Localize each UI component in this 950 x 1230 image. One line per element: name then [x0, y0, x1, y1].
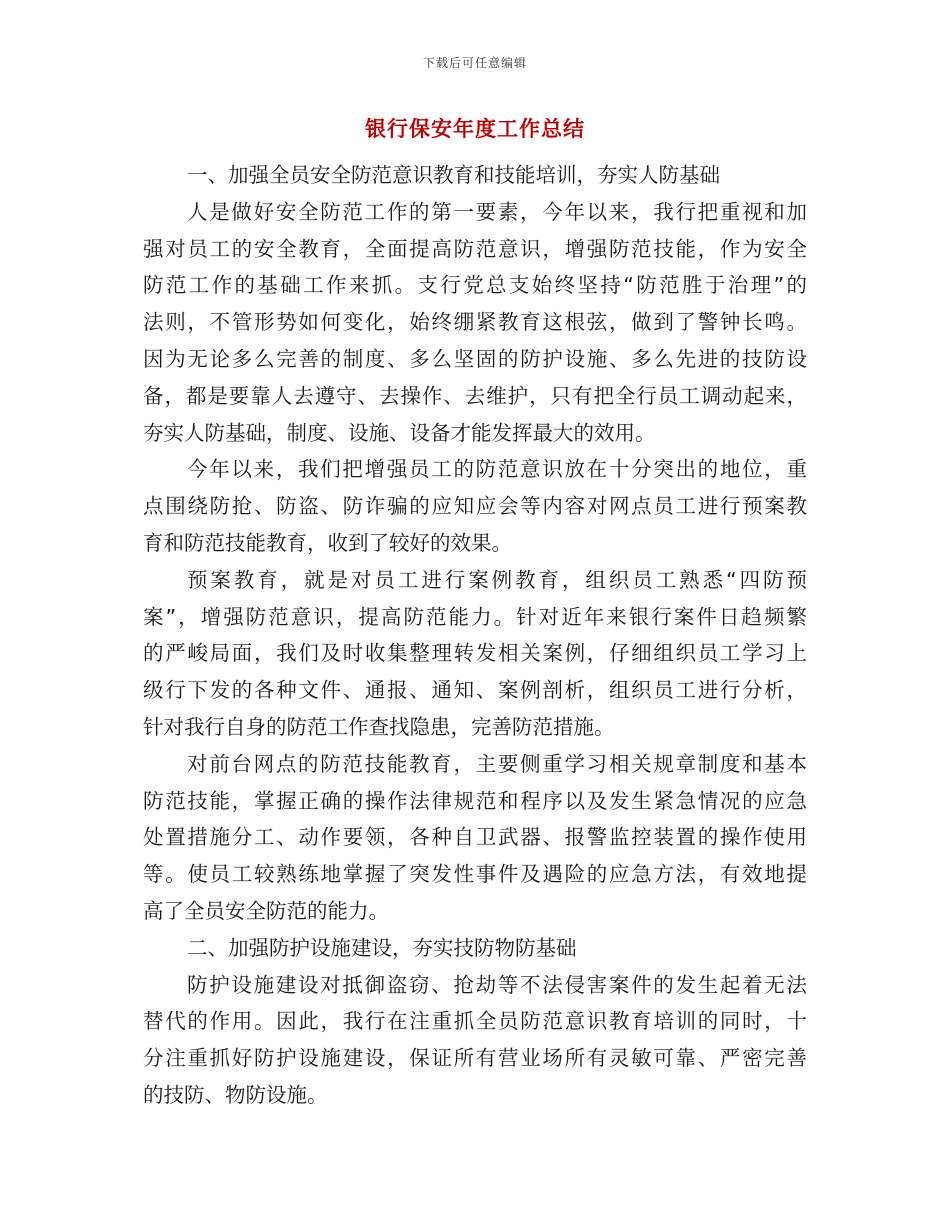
paragraph-line: 防护设施建设对抵御盗窃、抢劫等不法侵害案件的发生起着无法 — [187, 972, 807, 997]
paragraph-line: 级行下发的各种文件、通报、通知、案例剖析，组织员工进行分析， — [143, 678, 807, 703]
paragraph-line: 育和防范技能教育，收到了较好的效果。 — [143, 530, 512, 555]
paragraph-line: 等。使员工较熟练地掌握了突发性事件及遇险的应急方法，有效地提 — [143, 862, 807, 887]
document-title: 银行保安年度工作总结 — [365, 117, 585, 141]
paragraph-line: 夯实人防基础，制度、设施、设备才能发挥最大的效用。 — [143, 420, 656, 445]
paragraph-line: 对前台网点的防范技能教育，主要侧重学习相关规章制度和基本 — [187, 751, 807, 776]
paragraph-line: 备，都是要靠人去遵守、去操作、去维护，只有把全行员工调动起来， — [143, 383, 807, 408]
paragraph-line: 替代的作用。因此，我行在注重抓全员防范意识教育培训的同时，十 — [143, 1009, 807, 1034]
paragraph-line: 法则，不管形势如何变化，始终绷紧教育这根弦，做到了警钟长鸣。 — [143, 310, 807, 335]
paragraph-line: 预案教育，就是对员工进行案例教育，组织员工熟悉“四防预 — [187, 567, 807, 592]
paragraph-line: 分注重抓好防护设施建设，保证所有营业场所有灵敏可靠、严密完善 — [143, 1046, 807, 1071]
document-body — [143, 157, 807, 1114]
paragraph-line: 案”，增强防范意识，提高防范能力。针对近年来银行案件日趋频繁 — [143, 604, 807, 629]
paragraph-line: 因为无论多么完善的制度、多么坚固的防护设施、多么先进的技防设 — [143, 346, 807, 371]
paragraph-line: 针对我行自身的防范工作查找隐患，完善防范措施。 — [143, 714, 615, 739]
paragraph-line: 的严峻局面，我们及时收集整理转发相关案例，仔细组织员工学习上 — [143, 641, 807, 666]
paragraph-line: 今年以来，我们把增强员工的防范意识放在十分突出的地位，重 — [187, 457, 807, 482]
paragraph-line: 处置措施分工、动作要领，各种自卫武器、报警监控装置的操作使用 — [143, 825, 807, 850]
paragraph-line: 的技防、物防设施。 — [143, 1082, 328, 1107]
paragraph-line: 高了全员安全防范的能力。 — [143, 898, 389, 923]
paragraph-line: 防范工作的基础工作来抓。支行党总支始终坚持“防范胜于治理”的 — [143, 273, 807, 298]
page-header-note: 下载后可任意编辑 — [422, 56, 527, 70]
section-heading-1: 一、加强全员安全防范意识教育和技能培训，夯实人防基础 — [187, 163, 720, 187]
paragraph-line: 点围绕防抢、防盗、防诈骗的应知应会等内容对网点员工进行预案教 — [143, 494, 807, 519]
paragraph-line: 强对员工的安全教育，全面提高防范意识，增强防范技能，作为安全 — [143, 236, 807, 261]
section-heading-2: 二、加强防护设施建设，夯实技防物防基础 — [187, 935, 577, 960]
paragraph-line: 人是做好安全防范工作的第一要素，今年以来，我行把重视和加 — [187, 199, 807, 224]
paragraph-line: 防范技能，掌握正确的操作法律规范和程序以及发生紧急情况的应急 — [143, 788, 807, 813]
